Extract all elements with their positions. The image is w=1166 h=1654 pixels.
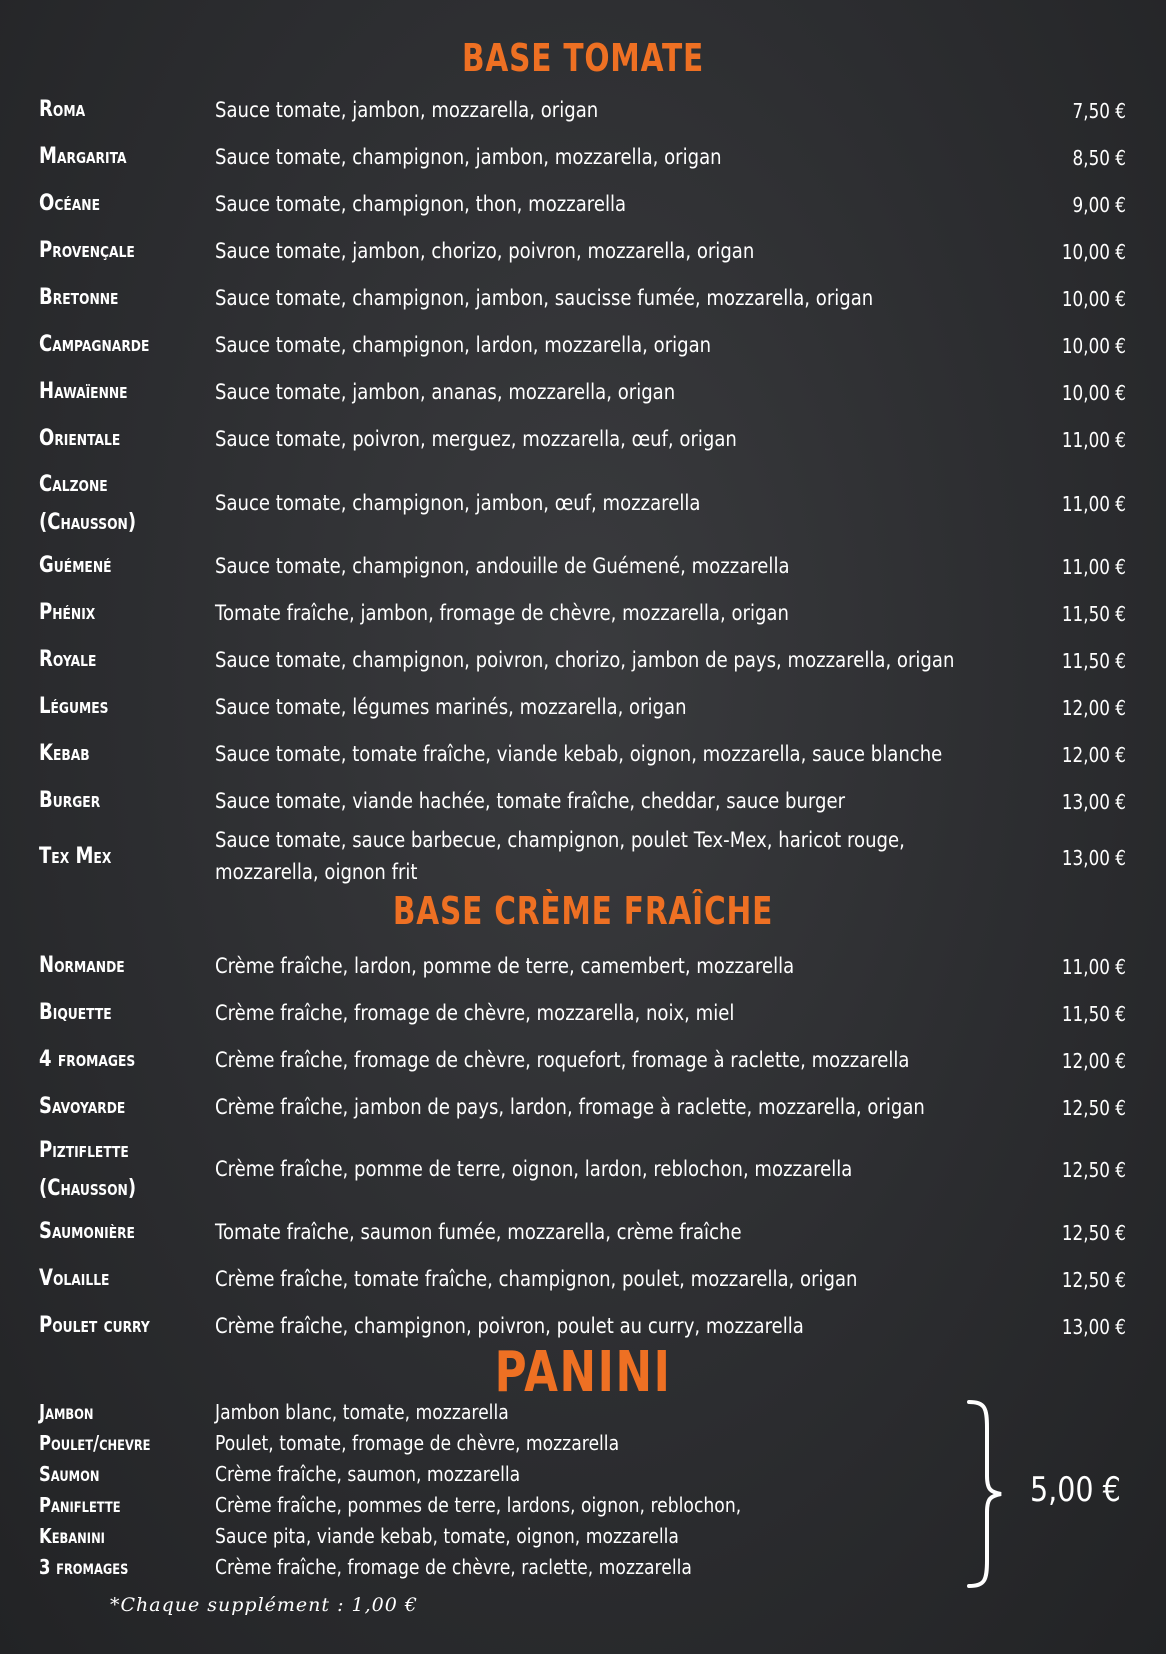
panini-name: Jambon (39, 1400, 94, 1424)
item-price: 9,00 € (1072, 193, 1126, 217)
menu-item-volaille (0, 1260, 1166, 1298)
item-name: Campagnarde (39, 332, 150, 357)
panini-item-3-fromages (0, 1552, 1000, 1583)
panini-name: Saumon (39, 1462, 100, 1486)
item-description: Sauce tomate, viande hachée, tomate fraîche, cheddar, sauce burger (215, 789, 846, 813)
item-price: 13,00 € (1061, 790, 1126, 814)
item-price: 11,00 € (1061, 955, 1126, 979)
panini-name: 3 fromages (39, 1555, 129, 1579)
supplement-note: *Chaque supplément : 1,00 € (110, 1594, 418, 1616)
item-name: Royale (39, 647, 97, 672)
item-price: 10,00 € (1061, 287, 1126, 311)
item-description: Sauce tomate, poivron, merguez, mozzarella, œuf, origan (215, 427, 737, 451)
panini-description: Jambon blanc, tomate, mozzarella (215, 1400, 509, 1424)
panini-name: Kebanini (39, 1524, 105, 1548)
menu-item-piztiflette (0, 1132, 1166, 1208)
item-description: Crème fraîche, jambon de pays, lardon, fromage à raclette, mozzarella, origan (215, 1095, 925, 1119)
menu-item-hawaienne (0, 373, 1166, 411)
item-price: 12,50 € (1061, 1268, 1126, 1292)
item-name: Océane (39, 191, 100, 216)
item-name-subtitle: (Chausson) (39, 510, 137, 535)
panini-description: Crème fraîche, pommes de terre, lardons, oignon, reblochon, (215, 1493, 742, 1517)
item-description: Crème fraîche, pomme de terre, oignon, lardon, reblochon, mozzarella (215, 1157, 853, 1181)
panini-item-saumon (0, 1459, 1000, 1490)
item-price: 10,00 € (1061, 381, 1126, 405)
item-price: 11,50 € (1061, 649, 1126, 673)
item-name: Roma (39, 97, 86, 122)
item-name: Bretonne (39, 285, 119, 310)
panini-description: Sauce pita, viande kebab, tomate, oignon, mozzarella (215, 1524, 679, 1548)
menu-item-orientale (0, 420, 1166, 458)
item-name: Savoyarde (39, 1094, 126, 1119)
panini-description: Crème fraîche, fromage de chèvre, raclette, mozzarella (215, 1555, 692, 1579)
panini-item-poulet-chevre (0, 1428, 1000, 1459)
item-price: 11,50 € (1061, 1002, 1126, 1026)
menu-item-provencale (0, 232, 1166, 270)
item-name: Calzone (39, 472, 108, 497)
panini-item-jambon (0, 1397, 1000, 1428)
item-description-continued: mozzarella, oignon frit (215, 860, 418, 884)
item-price: 10,00 € (1061, 334, 1126, 358)
curly-brace-icon (965, 1398, 1005, 1590)
item-price: 11,00 € (1061, 428, 1126, 452)
section-title-panini: PANINI (494, 1340, 672, 1405)
item-description: Sauce tomate, champignon, thon, mozzarella (215, 192, 627, 216)
item-description: Sauce tomate, champignon, poivron, chorizo, jambon de pays, mozzarella, origan (215, 648, 955, 672)
menu-item-tex-mex (0, 824, 1166, 890)
panini-item-kebanini (0, 1521, 1000, 1552)
item-description: Crème fraîche, fromage de chèvre, mozzarella, noix, miel (215, 1001, 735, 1025)
menu-item-roma (0, 91, 1166, 129)
item-price: 8,50 € (1072, 146, 1126, 170)
item-description: Tomate fraîche, jambon, fromage de chèvre, mozzarella, origan (215, 601, 789, 625)
item-name: Poulet curry (39, 1313, 150, 1338)
item-price: 12,50 € (1061, 1096, 1126, 1120)
menu-item-4-fromages (0, 1041, 1166, 1079)
item-price: 12,00 € (1061, 696, 1126, 720)
menu-item-phenix (0, 594, 1166, 632)
item-name: Burger (39, 788, 101, 813)
item-name: Volaille (39, 1266, 110, 1291)
panini-description: Crème fraîche, saumon, mozzarella (215, 1462, 521, 1486)
item-price: 13,00 € (1061, 1315, 1126, 1339)
item-name: Saumonière (39, 1219, 135, 1244)
panini-name: Poulet/chevre (39, 1431, 151, 1455)
item-description: Sauce tomate, champignon, andouille de Guémené, mozzarella (215, 554, 790, 578)
section-title-tomate: BASE TOMATE (461, 36, 705, 80)
menu-item-savoyarde (0, 1088, 1166, 1126)
item-name: Margarita (39, 144, 127, 169)
item-name: Orientale (39, 426, 121, 451)
menu-item-biquette (0, 994, 1166, 1032)
item-price: 12,00 € (1061, 743, 1126, 767)
item-name-subtitle: (Chausson) (39, 1176, 137, 1201)
item-description: Crème fraîche, fromage de chèvre, roquefort, fromage à raclette, mozzarella (215, 1048, 910, 1072)
menu-item-saumoniere (0, 1213, 1166, 1251)
menu-item-burger (0, 782, 1166, 820)
menu-item-guemene (0, 547, 1166, 585)
item-description: Sauce tomate, sauce barbecue, champignon, poulet Tex-Mex, haricot rouge, (215, 828, 905, 852)
item-description: Sauce tomate, légumes marinés, mozzarella, origan (215, 695, 687, 719)
item-description: Sauce tomate, jambon, ananas, mozzarella, origan (215, 380, 676, 404)
menu-item-normande (0, 947, 1166, 985)
item-price: 11,50 € (1061, 602, 1126, 626)
item-price: 7,50 € (1072, 99, 1126, 123)
panini-description: Poulet, tomate, fromage de chèvre, mozzarella (215, 1431, 620, 1455)
item-price: 12,50 € (1061, 1221, 1126, 1245)
panini-price: 5,00 € (1030, 1470, 1121, 1510)
menu-item-oceane (0, 185, 1166, 223)
item-name: Hawaïenne (39, 379, 128, 404)
panini-name: Paniflette (39, 1493, 121, 1517)
menu-item-calzone (0, 466, 1166, 542)
menu-item-legumes (0, 688, 1166, 726)
item-name: Légumes (39, 694, 109, 719)
item-name: Biquette (39, 1000, 112, 1025)
item-price: 13,00 € (1061, 846, 1126, 870)
menu-item-bretonne (0, 279, 1166, 317)
item-description: Crème fraîche, lardon, pomme de terre, camembert, mozzarella (215, 954, 795, 978)
section-title-creme: BASE CRÈME FRAÎCHE (392, 889, 774, 933)
item-price: 11,00 € (1061, 555, 1126, 579)
item-description: Crème fraîche, tomate fraîche, champignon, poulet, mozzarella, origan (215, 1267, 858, 1291)
item-description: Sauce tomate, champignon, lardon, mozzarella, origan (215, 333, 712, 357)
menu-item-campagnarde (0, 326, 1166, 364)
item-price: 10,00 € (1061, 240, 1126, 264)
item-description: Sauce tomate, tomate fraîche, viande kebab, oignon, mozzarella, sauce blanche (215, 742, 943, 766)
item-name: Provençale (39, 238, 135, 263)
item-description: Sauce tomate, champignon, jambon, œuf, mozzarella (215, 491, 701, 515)
item-name: Phénix (39, 600, 96, 625)
item-price: 12,50 € (1061, 1158, 1126, 1182)
menu-item-royale (0, 641, 1166, 679)
item-description: Sauce tomate, jambon, chorizo, poivron, mozzarella, origan (215, 239, 755, 263)
menu-item-kebab (0, 735, 1166, 773)
menu-item-margarita (0, 138, 1166, 176)
panini-item-paniflette (0, 1490, 1000, 1521)
item-description: Sauce tomate, jambon, mozzarella, origan (215, 98, 599, 122)
item-description: Tomate fraîche, saumon fumée, mozzarella, crème fraîche (215, 1220, 742, 1244)
item-name: Tex Mex (39, 844, 112, 869)
item-description: Sauce tomate, champignon, jambon, saucisse fumée, mozzarella, origan (215, 286, 874, 310)
item-name: Normande (39, 953, 125, 978)
item-price: 11,00 € (1061, 492, 1126, 516)
item-description: Sauce tomate, champignon, jambon, mozzarella, origan (215, 145, 722, 169)
item-name: Guémené (39, 553, 112, 578)
item-name: Piztiflette (39, 1138, 129, 1163)
item-price: 12,00 € (1061, 1049, 1126, 1073)
item-name: 4 fromages (39, 1047, 136, 1072)
item-name: Kebab (39, 741, 90, 766)
item-description: Crème fraîche, champignon, poivron, poulet au curry, mozzarella (215, 1314, 804, 1338)
